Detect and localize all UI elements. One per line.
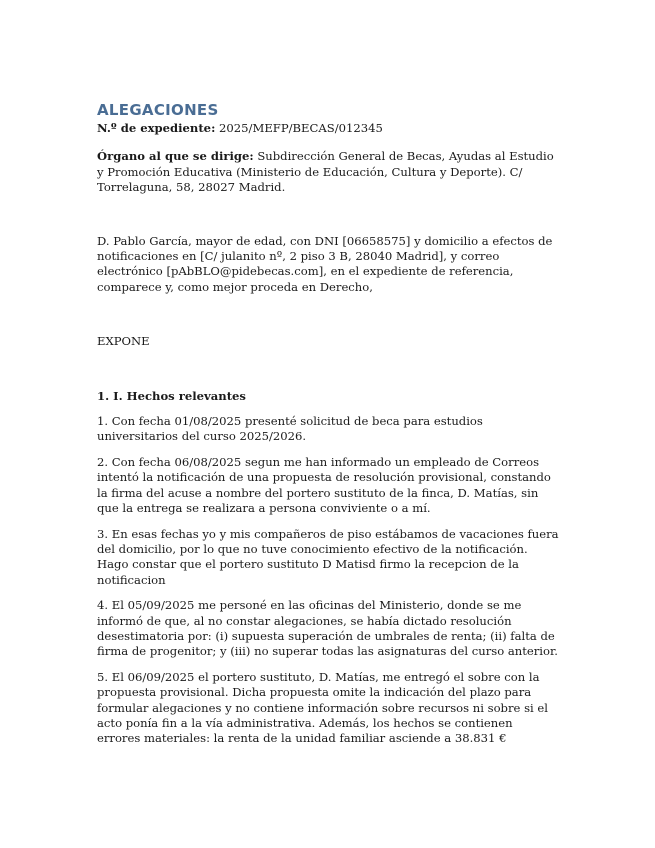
intro-paragraph: D. Pablo García, mayor de edad, con DNI [06658575] y domicilio a efectos de notificaciones en [C/ julanito nº, 2 piso 3 B, 28040 Madrid], y correo electrónico [pAbBLO@pidebecas.com], en el expediente de referencia, comparece y, como mejor proceda en Derecho,	[97, 233, 553, 294]
fact-paragraph-1: 1. Con fecha 01/08/2025 presenté solicitud de beca para estudios universitarios del curso 2025/2026.	[97, 414, 483, 444]
document-page	[97, 100, 559, 747]
fact-paragraph-4: 4. El 05/09/2025 me personé en las oficinas del Ministerio, donde se me informó de que, al no constar alegaciones, se había dictado resolución desestimatoria por: (i) supuesta superación de umbrales de renta; (ii) falta de firma de progenitor; y (iii) no superar todas las asignaturas del curso anterior.	[97, 598, 558, 659]
expone-heading: EXPONE	[97, 334, 150, 349]
expediente-label: N.º de expediente:	[97, 121, 216, 135]
organo-line	[97, 149, 559, 195]
document-title: ALEGACIONES	[97, 101, 219, 119]
organo-value: Subdirección General de Becas, Ayudas al Estudio y Promoción Educativa (Ministerio de Educación, Cultura y Deporte). C/ Torrelaguna, 58, 28027 Madrid.	[97, 149, 554, 195]
section-heading: 1. I. Hechos relevantes	[97, 388, 246, 403]
fact-paragraph-2: 2. Con fecha 06/08/2025 segun me han informado un empleado de Correos intentó la notificación de una propuesta de resolución provisional, constando la firma del acuse a nombre del portero sustituto de la finca, D. Matías, sin que la entrega se realizara a persona conviviente o a mí.	[97, 454, 551, 516]
fact-paragraph-3: 3. En esas fechas yo y mis compañeros de piso estábamos de vacaciones fuera del domicilio, por lo que no tuve conocimiento efectivo de la notificación. Hago constar que el portero sustituto D Matisd firmo la recepcion de la notificacion	[97, 526, 559, 587]
fact-paragraph-5: 5. El 06/09/2025 el portero sustituto, D. Matías, me entregó el sobre con la propuesta provisional. Dicha propuesta omite la indicación del plazo para formular alegaciones y no contiene información sobre recursos ni sobre si el acto ponía fin a la vía administrativa. Además, los hechos se contienen errores materiales: la renta de la unidad familiar asciende a 38.831 €	[97, 669, 548, 746]
organo-label: Órgano al que se dirige:	[97, 149, 254, 164]
expediente-line	[97, 121, 559, 136]
expediente-value: 2025/MEFP/BECAS/012345	[219, 121, 383, 135]
